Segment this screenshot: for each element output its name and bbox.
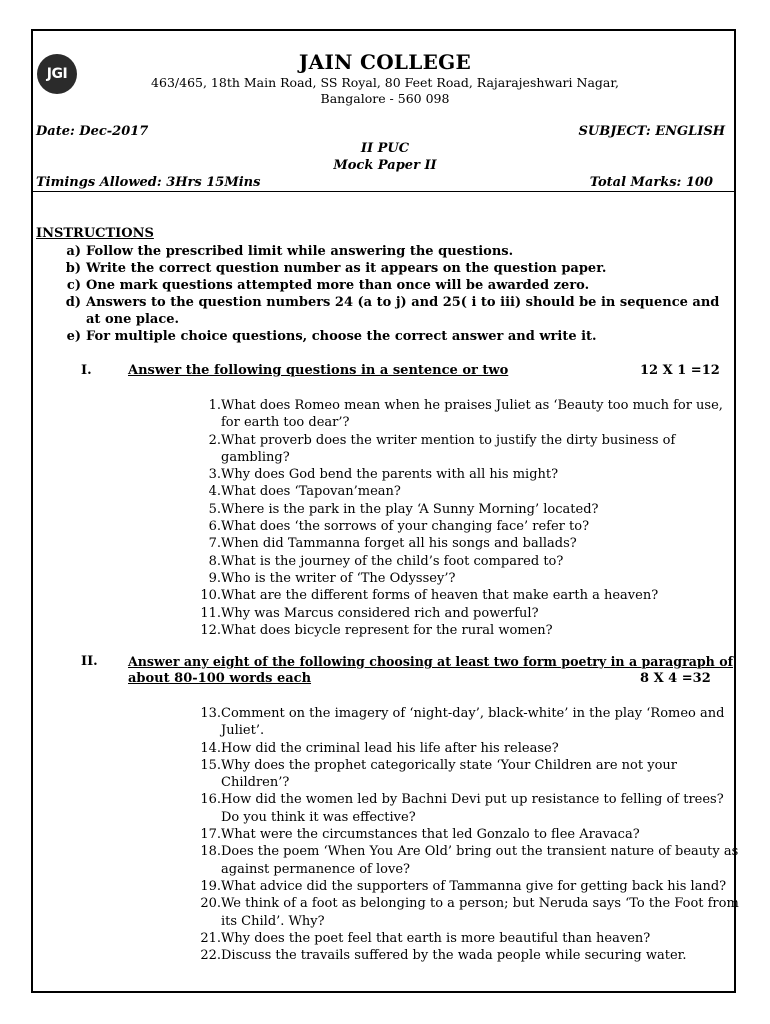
exam-timings: Timings Allowed: 3Hrs 15Mins [36, 175, 261, 190]
question-item: 11. Why was Marcus considered rich and powerful? [200, 605, 539, 621]
question-item: 13. Comment on the imagery of ‘night-day’, black-white’ in the play ‘Romeo and Juliet’. [200, 706, 725, 739]
question-item: 3. Why does God bend the parents with all his might? [208, 467, 559, 483]
instruction-item: d) Answers to the question numbers 24 (a to j) and 25( i to iii) should be in sequence and at one place. [65, 295, 720, 327]
question-item: 17. What were the circumstances that led Gonzalo to flee Aravaca? [200, 827, 640, 843]
instructions-list [36, 243, 726, 345]
section-2-number: II. [81, 654, 98, 669]
section-2-questions [196, 705, 741, 964]
question-item: 19. What advice did the supporters of Tammanna give for getting back his land? [200, 878, 727, 894]
question-item: 7. When did Tammanna forget all his songs and ballads? [208, 536, 577, 552]
question-item: 4. What does ‘Tapovan’mean? [208, 484, 401, 500]
exam-class: II PUC [360, 141, 410, 156]
address-line-1: 463/465, 18th Main Road, SS Royal, 80 Feet Road, Rajarajeshwari Nagar, [151, 75, 619, 90]
section-1-number: I. [81, 363, 92, 378]
college-name: JAIN COLLEGE [298, 50, 472, 74]
instructions-title: INSTRUCTIONS [36, 226, 154, 241]
section-1-questions [196, 397, 741, 639]
question-item: 8. What is the journey of the child’s foot compared to? [208, 553, 564, 569]
section-1-marks: 12 X 1 =12 [640, 363, 720, 378]
question-item: 10. What are the different forms of heaven that make earth a heaven? [200, 588, 659, 604]
exam-subject: SUBJECT: ENGLISH [578, 124, 725, 139]
question-item: 12. What does bicycle represent for the rural women? [200, 622, 553, 638]
college-logo: JGI [37, 54, 77, 94]
question-item: 9. Who is the writer of ‘The Odyssey’? [208, 570, 456, 586]
exam-paper: Mock Paper II [333, 158, 437, 173]
instruction-item: e) For multiple choice questions, choose the correct answer and write it. [66, 329, 597, 344]
section-2-heading-line-1: Answer any eight of the following choosing at least two form poetry in a paragraph of [128, 654, 734, 669]
section-2-heading-line-2: about 80-100 words each [128, 671, 312, 686]
question-item: 6. What does ‘the sorrows of your changing face’ refer to? [208, 519, 590, 535]
instruction-item: a) Follow the prescribed limit while answering the questions. [66, 244, 514, 259]
question-item: 20. We think of a foot as belonging to a person; but Neruda says ‘To the Foot from its Child’. Why? [200, 896, 739, 929]
header-divider [31, 191, 736, 192]
exam-total-marks: Total Marks: 100 [589, 175, 713, 190]
question-item: 16. How did the women led by Bachni Devi put up resistance to felling of trees? Do you think it was effective? [200, 792, 724, 825]
instruction-item: c) One mark questions attempted more than once will be awarded zero. [66, 278, 590, 293]
question-item: 5. Where is the park in the play ‘A Sunny Morning’ located? [208, 501, 599, 517]
question-item: 1. What does Romeo mean when he praises Juliet as ‘Beauty too much for use, for earth too dear’? [208, 398, 723, 431]
instruction-item: b) Write the correct question number as it appears on the question paper. [65, 261, 607, 276]
exam-date: Date: Dec-2017 [36, 124, 149, 139]
question-item: 15. Why does the prophet categorically state ‘Your Children are not your Children’? [200, 757, 677, 791]
question-item: 22. Discuss the travails suffered by the wada people while securing water. [200, 948, 687, 964]
address-line-2: Bangalore - 560 098 [320, 91, 450, 106]
question-item: 2. What proverb does the writer mention to justify the dirty business of gambling? [208, 432, 676, 465]
question-item: 18. Does the poem ‘When You Are Old’ bring out the transient nature of beauty as against permanence of love? [200, 844, 739, 877]
section-1-heading: Answer the following questions in a sentence or two [128, 363, 509, 378]
section-2-marks: 8 X 4 =32 [640, 671, 711, 686]
question-item: 21. Why does the poet feel that earth is more beautiful than heaven? [200, 930, 651, 946]
question-item: 14. How did the criminal lead his life after his release? [200, 740, 559, 756]
